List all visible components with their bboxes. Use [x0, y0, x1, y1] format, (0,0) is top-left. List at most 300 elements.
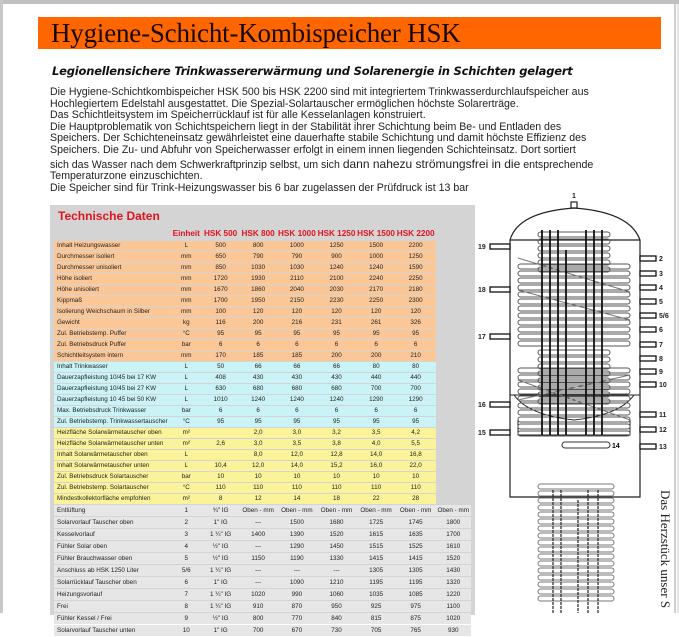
- cell-value: 1240: [356, 263, 396, 273]
- cell-value: 1615: [356, 529, 396, 540]
- cell-value: 1250: [396, 252, 436, 262]
- cell-value: 1020: [239, 589, 277, 600]
- unit: °C: [170, 417, 202, 427]
- table-row: [54, 494, 471, 504]
- cell-value: 120: [396, 307, 436, 317]
- cell-value: 2150: [277, 296, 317, 306]
- cell-value: 95: [202, 329, 239, 339]
- cell-value: 16,8: [396, 450, 436, 460]
- row-label: Höhe unisoliert: [54, 285, 170, 295]
- cell-value: 185: [277, 351, 317, 361]
- cell-value: Oben - mm: [356, 505, 396, 516]
- unit: °C: [170, 483, 202, 493]
- cell-value: 1400: [239, 529, 277, 540]
- cell-value: 1500: [277, 517, 317, 528]
- connection-port: [640, 444, 656, 449]
- cell-value: 110: [202, 483, 239, 493]
- connection-label: 5: [659, 299, 663, 306]
- cell-value: 14,0: [277, 461, 317, 471]
- cell-value: 630: [202, 384, 239, 394]
- cell-value: 1010: [202, 395, 239, 405]
- cell-value: 650: [202, 252, 239, 262]
- cell-value: 670: [277, 625, 317, 636]
- connection-label: 18: [478, 287, 486, 294]
- row-label: Anschluss ab HSK 1250 Liter: [54, 565, 170, 576]
- cell-value: 110: [356, 483, 396, 493]
- connection-size: 1 ¼" IG: [202, 529, 239, 540]
- cell-value: 110: [317, 483, 357, 493]
- cell-value: 200: [356, 351, 396, 361]
- cell-value: 1240: [317, 395, 357, 405]
- cell-value: 2,0: [239, 428, 277, 438]
- row-label: Solarrücklauf Tauscher oben: [54, 577, 170, 588]
- unit: bar: [170, 340, 202, 350]
- cell-value: 1000: [277, 241, 317, 251]
- cell-value: Oben - mm: [396, 505, 436, 516]
- cell-value: 110: [239, 483, 277, 493]
- cell-value: 2300: [396, 296, 436, 306]
- cell-value: 1950: [239, 296, 277, 306]
- table-row: [54, 613, 471, 624]
- cell-value: 430: [239, 373, 277, 383]
- row-label: Zul. Betriebstemp. Solartauscher: [54, 483, 170, 493]
- window-border-left: [0, 0, 3, 613]
- cell-value: 6: [202, 340, 239, 350]
- cell-value: 1520: [317, 529, 357, 540]
- coil-winding: [538, 357, 610, 362]
- cell-value: 5,5: [396, 439, 436, 449]
- cell-value: Oben - mm: [317, 505, 357, 516]
- cell-value: 22: [356, 494, 396, 504]
- row-label: Inhalt Heizungswasser: [54, 241, 170, 251]
- cell-value: 6: [239, 406, 277, 416]
- cell-value: 1210: [317, 577, 357, 588]
- table-row: [54, 329, 471, 339]
- cell-value: 1000: [356, 252, 396, 262]
- storage-tank-diagram: [478, 190, 678, 613]
- intro-line: Temperaturzone einzuschichten.: [50, 170, 203, 183]
- position-number: 7: [170, 589, 202, 600]
- cell-value: 95: [356, 329, 396, 339]
- cell-value: 440: [356, 373, 396, 383]
- row-label: Dauerzapfleistung 10 45 bei 50 KW: [54, 395, 170, 405]
- table-row: [54, 296, 471, 306]
- cell-value: 2250: [396, 274, 436, 284]
- cell-value: 231: [317, 318, 357, 328]
- cell-value: 10: [396, 472, 436, 482]
- cell-value: 1860: [239, 285, 277, 295]
- table-row: [54, 553, 471, 564]
- cell-value: 1020: [436, 613, 472, 624]
- connection-size: 1" IG: [202, 577, 239, 588]
- cell-value: 1680: [317, 517, 357, 528]
- cell-value: 1590: [396, 263, 436, 273]
- cell-value: 790: [239, 252, 277, 262]
- unit: mm: [170, 351, 202, 361]
- connection-port: [640, 342, 656, 347]
- technical-data-table: [54, 217, 471, 637]
- cell-value: 1195: [396, 577, 436, 588]
- cell-value: 1240: [317, 263, 357, 273]
- insert-coil: [538, 505, 614, 510]
- cell-value: 28: [396, 494, 436, 504]
- cell-value: 6: [356, 340, 396, 350]
- insert-coil: [538, 589, 614, 594]
- column-header: HSK 1000: [278, 229, 316, 238]
- insert-coil: [538, 596, 614, 601]
- column-header: HSK 2200: [396, 229, 435, 238]
- position-number: 10: [170, 625, 202, 636]
- column-header: HSK 800: [241, 229, 275, 238]
- title-banner: [38, 17, 661, 49]
- cell-value: 765: [396, 625, 436, 636]
- row-label: Durchmesser isoliert: [54, 252, 170, 262]
- cell-value: 1195: [356, 577, 396, 588]
- connection-port: [640, 369, 656, 374]
- connection-label: 13: [659, 444, 667, 451]
- table-header-row: [54, 218, 471, 240]
- row-label: Gewicht: [54, 318, 170, 328]
- connection-port: [490, 244, 510, 249]
- connection-label: 17: [478, 334, 486, 341]
- cell-value: [202, 428, 239, 438]
- intro-line: Die Hauptproblematik von Schichtspeichern liegt in der Stabilität ihrer Schichtung beim Be- und Entladen des: [50, 120, 562, 133]
- position-number: 1: [170, 505, 202, 516]
- connection-size: ¾" IG: [202, 505, 239, 516]
- cell-value: 500: [202, 241, 239, 251]
- insert-coil: [538, 568, 614, 573]
- cell-value: 1250: [317, 241, 357, 251]
- insert-coil: [538, 540, 614, 545]
- cell-value: 440: [396, 373, 436, 383]
- connection-label: 12: [659, 427, 667, 434]
- cell-value: 800: [239, 613, 277, 624]
- table-row: [54, 565, 471, 576]
- cell-value: 12,0: [277, 450, 317, 460]
- cell-value: 730: [317, 625, 357, 636]
- table-row: [54, 577, 471, 588]
- tank-drawing: [478, 190, 678, 613]
- diagram-caption: Das Herzstück unser S: [658, 490, 673, 609]
- cell-value: 870: [277, 601, 317, 612]
- page-title: Hygiene-Schicht-Kombispeicher HSK: [51, 18, 461, 48]
- table-row: [54, 263, 471, 273]
- table-row: [54, 461, 471, 471]
- cell-value: 1415: [356, 553, 396, 564]
- row-label: Fühler Kessel / Frei: [54, 613, 170, 624]
- table-row: [54, 318, 471, 328]
- cell-value: 1150: [239, 553, 277, 564]
- cell-value: 66: [317, 362, 357, 372]
- cell-value: 4,0: [356, 439, 396, 449]
- cell-value: ---: [277, 565, 317, 576]
- unit: m²: [170, 439, 202, 449]
- insert-coil: [538, 575, 614, 580]
- row-label: Fühler Brauchwasser oben: [54, 553, 170, 564]
- unit: mm: [170, 274, 202, 284]
- connection-label: 8: [659, 356, 663, 363]
- cell-value: 2,6: [202, 439, 239, 449]
- cell-value: 1520: [436, 553, 472, 564]
- row-label: Heizfläche Solarwärmetauscher unten: [54, 439, 170, 449]
- cell-value: 116: [202, 318, 239, 328]
- coil-winding: [518, 285, 630, 290]
- coil-winding: [518, 424, 630, 429]
- page-subtitle: Legionellensichere Trinkwassererwärmung und Solarenergie in Schichten gelagert: [52, 64, 573, 78]
- table-row: [54, 252, 471, 262]
- connection-label: 7: [659, 342, 663, 349]
- cell-value: 80: [396, 362, 436, 372]
- insert-coil: [538, 484, 614, 489]
- cell-value: 2180: [396, 285, 436, 295]
- cell-value: 1240: [277, 395, 317, 405]
- cell-value: 18: [317, 494, 357, 504]
- cell-value: 120: [239, 307, 277, 317]
- cell-value: 850: [202, 263, 239, 273]
- cell-value: 1415: [396, 553, 436, 564]
- row-label: Inhalt Solarwärmetauscher unten: [54, 461, 170, 471]
- row-label: Kippmaß: [54, 296, 170, 306]
- connection-label: 2: [659, 256, 663, 263]
- cell-value: 1930: [239, 274, 277, 284]
- cell-value: 6: [396, 406, 436, 416]
- unit: L: [170, 450, 202, 460]
- row-label: Heizungsvorlauf: [54, 589, 170, 600]
- cell-value: 95: [396, 417, 436, 427]
- cell-value: ---: [239, 577, 277, 588]
- cell-value: 3,2: [317, 428, 357, 438]
- cell-value: 261: [356, 318, 396, 328]
- cell-value: 95: [317, 329, 357, 339]
- coil-winding: [538, 350, 610, 355]
- table-row: [54, 483, 471, 493]
- connection-label: 3: [659, 271, 663, 278]
- coil-winding: [518, 278, 630, 283]
- table-row: [54, 285, 471, 295]
- cell-value: Oben - mm: [277, 505, 317, 516]
- cell-value: 1290: [277, 541, 317, 552]
- row-label: Dauerzapfleistung 10/45 bei 17 KW: [54, 373, 170, 383]
- cell-value: 1305: [396, 565, 436, 576]
- cell-value: 2170: [356, 285, 396, 295]
- column-header: HSK 1250: [317, 229, 356, 238]
- connection-size: 1" IG: [202, 517, 239, 528]
- row-label: Frei: [54, 601, 170, 612]
- cell-value: 22,0: [396, 461, 436, 471]
- position-number: 6: [170, 577, 202, 588]
- unit: mm: [170, 252, 202, 262]
- connection-port: [640, 412, 656, 417]
- table-row: [54, 517, 471, 528]
- insert-coil: [538, 519, 614, 524]
- cell-value: 1525: [396, 541, 436, 552]
- row-label: Durchmesser unisoliert: [54, 263, 170, 273]
- cell-value: 680: [317, 384, 357, 394]
- cell-value: 2230: [317, 296, 357, 306]
- intro-text: [50, 87, 670, 194]
- intro-line-part: sich das Wasser nach dem Schwerkraftprinzip selbst, um sich: [50, 158, 343, 171]
- cell-value: 790: [277, 252, 317, 262]
- connection-port: [640, 382, 656, 387]
- insert-coil: [538, 554, 614, 559]
- cell-value: ---: [239, 565, 277, 576]
- connection-port: [640, 271, 656, 276]
- coil-winding: [518, 327, 630, 332]
- cell-value: 1060: [317, 589, 357, 600]
- cell-value: [202, 450, 239, 460]
- column-header: [54, 218, 170, 240]
- insert-coil: [538, 491, 614, 496]
- connection-size: ½" IG: [202, 613, 239, 624]
- cell-value: 10: [277, 472, 317, 482]
- cell-value: 50: [202, 362, 239, 372]
- cell-value: 1035: [356, 589, 396, 600]
- connection-port: [640, 327, 656, 332]
- cell-value: 1320: [436, 577, 472, 588]
- cell-value: 2100: [317, 274, 357, 284]
- cell-value: 3,8: [317, 439, 357, 449]
- technical-data-panel: [50, 205, 475, 634]
- table-row: [54, 351, 471, 361]
- cell-value: 12: [239, 494, 277, 504]
- cell-value: 6: [396, 340, 436, 350]
- cell-value: 1330: [317, 553, 357, 564]
- connection-label: 19: [478, 244, 486, 251]
- cell-value: ---: [317, 565, 357, 576]
- row-label: Kesselvorlauf: [54, 529, 170, 540]
- cell-value: 1290: [396, 395, 436, 405]
- cell-value: 3,5: [277, 439, 317, 449]
- cell-value: 800: [239, 241, 277, 251]
- cell-value: 840: [317, 613, 357, 624]
- position-number: 5/6: [170, 565, 202, 576]
- position-number: 5: [170, 553, 202, 564]
- insert-coil: [538, 498, 614, 503]
- cell-value: 1430: [436, 565, 472, 576]
- table-row: [54, 373, 471, 383]
- cell-value: 10: [317, 472, 357, 482]
- cell-value: 120: [317, 307, 357, 317]
- table-row: [54, 601, 471, 612]
- cell-value: 680: [277, 384, 317, 394]
- unit: L: [170, 373, 202, 383]
- row-label: Solarvorlauf Tauscher unten: [54, 625, 170, 636]
- cell-value: 6: [202, 406, 239, 416]
- cell-value: 95: [202, 417, 239, 427]
- stratification-insert-drawing: [538, 484, 614, 613]
- unit: L: [170, 384, 202, 394]
- connection-port: [640, 256, 656, 261]
- table-row: [54, 395, 471, 405]
- cell-value: 100: [202, 307, 239, 317]
- cell-value: 6: [317, 340, 357, 350]
- unit: mm: [170, 285, 202, 295]
- connection-size: 1" IG: [202, 625, 239, 636]
- row-label: Entlüftung: [54, 505, 170, 516]
- connection-size: 1 ¼" IG: [202, 589, 239, 600]
- heat-exchanger-coils: [518, 232, 630, 436]
- table-row: [54, 450, 471, 460]
- cell-value: 10: [239, 472, 277, 482]
- unit: L: [170, 362, 202, 372]
- insert-coil: [538, 547, 614, 552]
- unit: m²: [170, 428, 202, 438]
- intro-line: Die Hygiene-Schichtkombispeicher HSK 500 bis HSK 2200 sind mit integriertem Trinkwasserdurchlaufspeicher aus: [50, 86, 589, 98]
- cell-value: 1030: [277, 263, 317, 273]
- connection-label: 15: [478, 430, 486, 437]
- row-label: Mindestkollektorfläche empfohlen: [54, 494, 170, 504]
- cell-value: 975: [396, 601, 436, 612]
- cell-value: 10: [356, 472, 396, 482]
- cell-value: 900: [317, 252, 357, 262]
- coil-winding: [518, 299, 630, 304]
- row-label: Zul. Betriebstemp. Puffer: [54, 329, 170, 339]
- cell-value: 200: [239, 318, 277, 328]
- cell-value: 700: [396, 384, 436, 394]
- cell-value: 990: [277, 589, 317, 600]
- table-row: [54, 439, 471, 449]
- window-border-top: [0, 0, 679, 4]
- cell-value: 185: [239, 351, 277, 361]
- cell-value: 6: [317, 406, 357, 416]
- cell-value: 875: [396, 613, 436, 624]
- connection-port: [490, 287, 510, 292]
- cell-value: 10,4: [202, 461, 239, 471]
- cell-value: 680: [239, 384, 277, 394]
- cell-value: 430: [317, 373, 357, 383]
- connection-size: 1 ¼" IG: [202, 601, 239, 612]
- table-row: [54, 589, 471, 600]
- cell-value: 1700: [202, 296, 239, 306]
- cell-value: 705: [356, 625, 396, 636]
- cell-value: 110: [277, 483, 317, 493]
- cell-value: 950: [317, 601, 357, 612]
- intro-line: Speichers. Die Zu- und Abfuhr von Speicherwasser erfolgt in einem innen liegenden Schichteinsatz. Dort sortiert: [50, 143, 576, 156]
- cell-value: 408: [202, 373, 239, 383]
- connection-label-top: 1: [572, 193, 576, 200]
- cell-value: 1305: [356, 565, 396, 576]
- unit: bar: [170, 406, 202, 416]
- column-header: HSK 1500: [357, 229, 395, 238]
- cell-value: 16,0: [356, 461, 396, 471]
- connection-label: 9: [659, 369, 663, 376]
- cell-value: 1450: [317, 541, 357, 552]
- cell-value: 910: [239, 601, 277, 612]
- insert-coil: [538, 561, 614, 566]
- table-row: [54, 384, 471, 394]
- table-row: [54, 307, 471, 317]
- cell-value: 3,0: [239, 439, 277, 449]
- cell-value: 2030: [317, 285, 357, 295]
- cell-value: 770: [277, 613, 317, 624]
- unit: kg: [170, 318, 202, 328]
- connection-port: [640, 285, 656, 290]
- row-label: Höhe isoliert: [54, 274, 170, 284]
- cell-value: 14,0: [356, 450, 396, 460]
- cell-value: 2200: [396, 241, 436, 251]
- table-row: [54, 472, 471, 482]
- cell-value: 1635: [396, 529, 436, 540]
- cell-value: 1220: [436, 589, 472, 600]
- connection-port: [640, 313, 656, 318]
- cell-value: 2040: [277, 285, 317, 295]
- cell-value: 8,0: [239, 450, 277, 460]
- row-label: Solarvorlauf Tauscher oben: [54, 517, 170, 528]
- cell-value: 216: [277, 318, 317, 328]
- cell-value: 1090: [277, 577, 317, 588]
- intro-line: Hochlegiertem Edelstahl ausgestattet. Die Spezial-Solartauscher ermöglichen höchste Solarerträge.: [50, 97, 519, 110]
- unit: L: [170, 395, 202, 405]
